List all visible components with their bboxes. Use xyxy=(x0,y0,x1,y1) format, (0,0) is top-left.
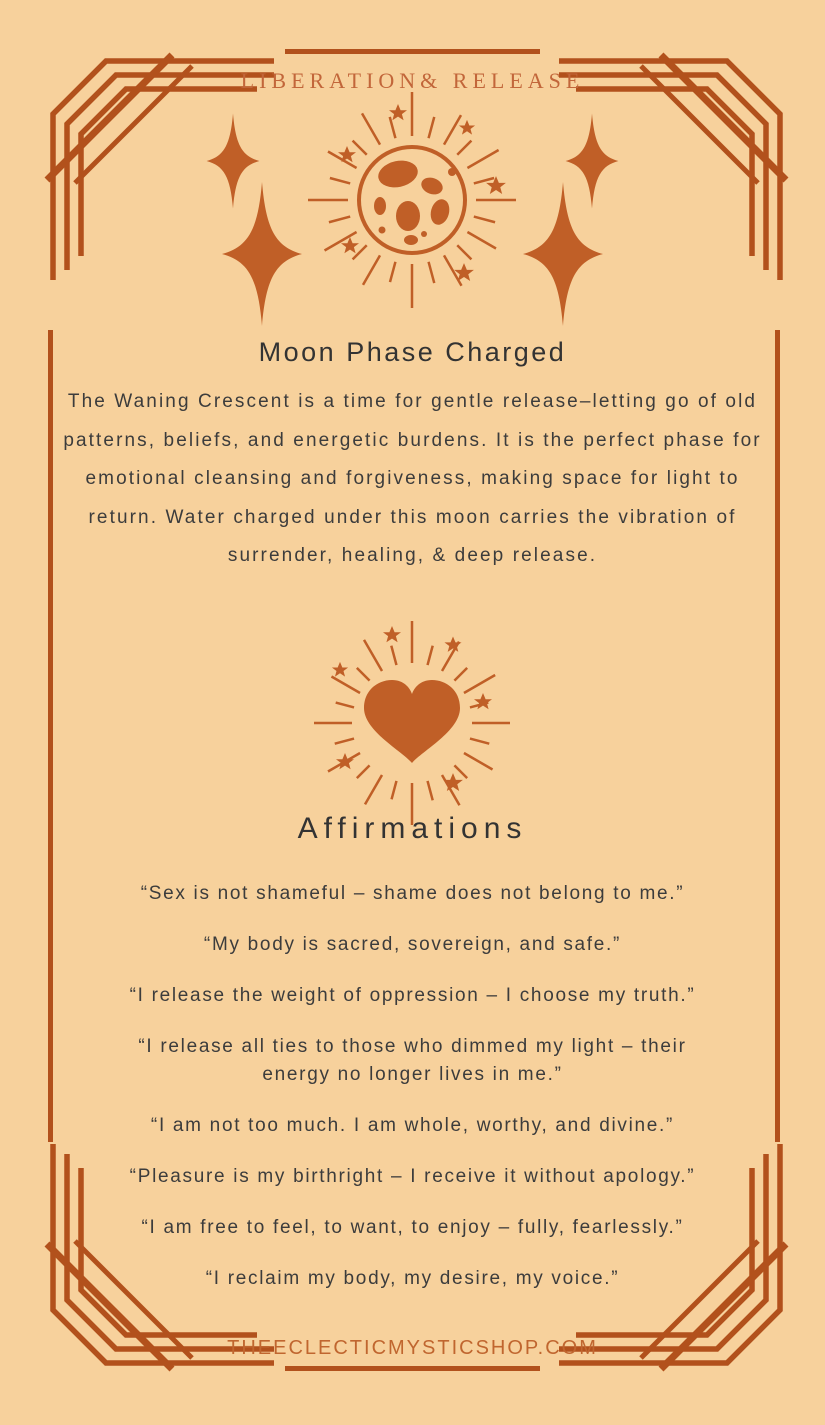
page-title: Moon Phase Charged xyxy=(258,337,567,367)
affirmation-quote: “Pleasure is my birthright – I receive it without apology.” xyxy=(129,1166,696,1187)
right-border-rail xyxy=(775,330,780,1142)
header-banner-text: LIBERATION& RELEASE xyxy=(240,68,585,93)
affirmations-list xyxy=(55,880,770,1316)
moon-phase-description: The Waning Crescent is a time for gentle release–letting go of old patterns, beliefs, and energetic burdens. It is the perfect phase for emotional cleansing and forgiveness, making space for light to return. Water charged under this moon carries the vibration of surrender, healing, & deep release. xyxy=(63,391,762,566)
footer-website-text: THEECLECTICMYSTICSHOP.COM xyxy=(227,1337,598,1359)
affirmation-quote: “I am not too much. I am whole, worthy, and divine.” xyxy=(150,1115,675,1136)
affirmation-quote: “Sex is not shameful – shame does not belong to me.” xyxy=(140,883,685,904)
heart-shape xyxy=(364,680,460,763)
left-border-rail xyxy=(48,330,53,1142)
affirmation-quote: “I release the weight of oppression – I choose my truth.” xyxy=(129,985,696,1006)
radiant-heart-icon xyxy=(307,618,517,828)
full-moon-icon xyxy=(282,90,542,310)
affirmation-quote: “I release all ties to those who dimmed my light – their energy no longer lives in me.” xyxy=(138,1036,687,1085)
moon-craters xyxy=(338,104,506,281)
top-center-divider xyxy=(285,49,540,54)
bottom-center-divider xyxy=(285,1366,540,1371)
affirmation-quote: “I reclaim my body, my desire, my voice.” xyxy=(205,1268,620,1289)
affirmation-quote: “I am free to feel, to want, to enjoy – fully, fearlessly.” xyxy=(141,1217,684,1238)
affirmations-heading: Affirmations xyxy=(297,812,528,845)
affirmation-quote: “My body is sacred, sovereign, and safe.” xyxy=(203,934,622,955)
